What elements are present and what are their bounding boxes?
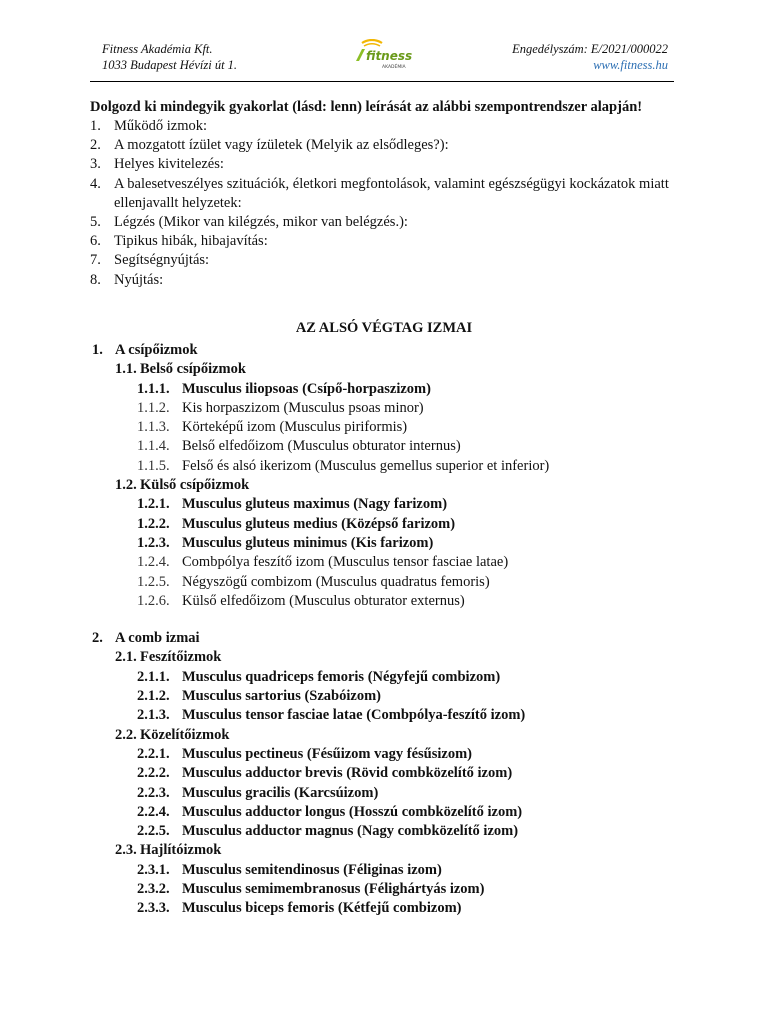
outline-item xyxy=(90,495,710,514)
criteria-number: 8. xyxy=(90,271,101,288)
outline-chapter xyxy=(90,629,710,648)
criteria-item xyxy=(90,117,690,136)
outline-section xyxy=(90,648,710,667)
outline-item xyxy=(90,418,710,437)
outline-item xyxy=(90,899,710,918)
outline-number: 2.3. xyxy=(115,842,137,859)
section-title: AZ ALSÓ VÉGTAG IZMAI xyxy=(295,320,473,336)
outline-number: 2.2. xyxy=(115,726,137,743)
outline-section xyxy=(90,841,710,860)
outline-item xyxy=(90,687,710,706)
criteria-text: A balesetveszélyes szituációk, életkori megfontolások, valamint egészségügyi kockázatok miatt ellenjavallt helyzetek: xyxy=(114,175,669,211)
outline-section xyxy=(90,726,710,745)
outline-number: 1.1.3. xyxy=(137,419,170,436)
outline-item xyxy=(90,668,710,687)
outline-item xyxy=(90,880,710,899)
outline-text: Musculus adductor brevis (Rövid combközelítő izom) xyxy=(182,765,513,782)
outline-number: 1.2.3. xyxy=(137,534,170,551)
outline-number: 2.2.5. xyxy=(137,823,170,840)
outline-number: 1.2. xyxy=(115,477,137,494)
criteria-item xyxy=(90,136,690,155)
outline-number: 1.2.4. xyxy=(137,554,170,571)
outline-number: 2.3.2. xyxy=(137,881,170,898)
outline-item xyxy=(90,553,710,572)
outline-item xyxy=(90,437,710,456)
website-link[interactable]: www.fitness.hu xyxy=(593,58,668,72)
outline-item xyxy=(90,822,710,841)
outline-text: Körteképű izom (Musculus piriformis) xyxy=(182,419,408,436)
outline-text: Kis horpaszizom (Musculus psoas minor) xyxy=(182,399,424,416)
outline-number: 1.2.6. xyxy=(137,592,170,609)
outline-item xyxy=(90,399,710,418)
criteria-text: A mozgatott ízület vagy ízületek (Melyik az elsődleges?): xyxy=(114,137,449,154)
outline-text: Közelítőizmok xyxy=(140,726,230,743)
outline-chapter xyxy=(90,341,710,360)
criteria-number: 5. xyxy=(90,214,101,231)
outline-item xyxy=(90,457,710,476)
criteria-number: 7. xyxy=(90,252,101,269)
criteria-item xyxy=(90,232,690,251)
outline-number: 2.1.1. xyxy=(137,668,170,685)
outline-text: Musculus semimembranosus (Félighártyás izom) xyxy=(182,881,485,898)
outline-number: 1.1. xyxy=(115,361,137,378)
outline-text: Külső elfedőizom (Musculus obturator externus) xyxy=(182,592,465,609)
outline-item xyxy=(90,764,710,783)
logo-subtext: AKADÉMIA xyxy=(382,65,406,70)
outline-item xyxy=(90,573,710,592)
outline-text: Musculus biceps femoris (Kétfejű combizom) xyxy=(182,900,462,917)
criteria-number: 1. xyxy=(90,118,101,134)
criteria-item xyxy=(90,155,690,174)
outline-text: A csípőizmok xyxy=(115,342,198,358)
criteria-text: Segítségnyújtás: xyxy=(114,252,210,269)
outline-section xyxy=(90,360,710,379)
criteria-number: 3. xyxy=(90,156,101,173)
outline-text: Musculus adductor magnus (Nagy combközelítő izom) xyxy=(182,823,519,840)
outline-text: Feszítőizmok xyxy=(140,649,222,666)
outline-item xyxy=(90,861,710,880)
criteria-text: Légzés (Mikor van kilégzés, mikor van belégzés.): xyxy=(114,214,408,231)
outline-number: 1.1.5. xyxy=(137,457,170,474)
outline-number: 2.1.3. xyxy=(137,707,170,724)
criteria-number: 2. xyxy=(90,137,101,154)
outline-number: 2.2.4. xyxy=(137,803,170,820)
criteria-text: Tipikus hibák, hibajavítás: xyxy=(114,233,268,250)
outline-number: 1.2.1. xyxy=(137,496,170,513)
outline-text: Musculus semitendinosus (Féliginas izom) xyxy=(182,861,442,878)
outline-item xyxy=(90,592,710,611)
criteria-text: Nyújtás: xyxy=(114,271,164,288)
outline-item xyxy=(90,803,710,822)
outline-text: Musculus quadriceps femoris (Négyfejű combizom) xyxy=(182,668,501,685)
criteria-item xyxy=(90,213,690,232)
outline-text: Musculus tensor fasciae latae (Combpólya-feszítő izom) xyxy=(182,707,526,724)
company-address: 1033 Budapest Hévízi út 1. xyxy=(102,58,238,72)
outline-text: Musculus iliopsoas (Csípő-horpaszizom) xyxy=(182,380,431,397)
outline-text: Musculus adductor longus (Hosszú combközelítő izom) xyxy=(182,803,523,820)
outline-text: Négyszögű combizom (Musculus quadratus femoris) xyxy=(182,573,490,590)
outline-item xyxy=(90,380,710,399)
section-gap xyxy=(90,611,710,629)
header-company-block xyxy=(102,41,237,73)
outline-text: Combpólya feszítő izom (Musculus tensor fasciae latae) xyxy=(182,554,509,571)
muscle-outline xyxy=(90,341,710,919)
outline-text: Musculus sartorius (Szabóizom) xyxy=(182,688,381,705)
outline-text: Belső csípőizmok xyxy=(140,361,246,378)
outline-item xyxy=(90,706,710,725)
outline-number: 1. xyxy=(92,342,103,358)
outline-number: 2.1.2. xyxy=(137,688,170,705)
criteria-list xyxy=(90,117,690,290)
outline-number: 2.1. xyxy=(115,649,137,666)
outline-text: Musculus gluteus maximus (Nagy farizom) xyxy=(182,496,448,513)
outline-text: Felső és alsó ikerizom (Musculus gemellus superior et inferior) xyxy=(182,457,550,474)
header-divider xyxy=(90,81,674,82)
fitness-logo xyxy=(352,39,416,71)
outline-item xyxy=(90,534,710,553)
outline-number: 1.1.2. xyxy=(137,399,170,416)
outline-number: 1.2.5. xyxy=(137,573,170,590)
logo-text: fitness xyxy=(366,49,413,63)
intro-text: Dolgozd ki mindegyik gyakorlat (lásd: lenn) leírását az alábbi szempontrendszer alapján! xyxy=(90,99,643,115)
outline-item xyxy=(90,745,710,764)
criteria-number: 6. xyxy=(90,233,101,250)
outline-number: 1.2.2. xyxy=(137,515,170,532)
outline-text: Musculus gluteus medius (Középső farizom) xyxy=(182,515,456,532)
outline-text: Külső csípőizmok xyxy=(140,477,250,494)
outline-number: 1.1.1. xyxy=(137,380,170,397)
header-license-block xyxy=(512,41,668,73)
outline-item xyxy=(90,515,710,534)
outline-number: 2.3.1. xyxy=(137,861,170,878)
criteria-text: Helyes kivitelezés: xyxy=(114,156,224,173)
outline-section xyxy=(90,476,710,495)
outline-number: 2.2.3. xyxy=(137,784,170,801)
criteria-item xyxy=(90,251,690,270)
criteria-number: 4. xyxy=(90,175,101,192)
outline-text: A comb izmai xyxy=(115,630,200,647)
outline-text: Musculus gracilis (Karcsúizom) xyxy=(182,784,379,801)
outline-text: Musculus pectineus (Fésűizom vagy fésűsizom) xyxy=(182,745,472,762)
outline-text: Hajlítóizmok xyxy=(140,842,222,859)
outline-text: Belső elfedőizom (Musculus obturator internus) xyxy=(182,438,461,455)
outline-number: 2.2.1. xyxy=(137,745,170,762)
outline-item xyxy=(90,784,710,803)
outline-number: 2.2.2. xyxy=(137,765,170,782)
outline-number: 1.1.4. xyxy=(137,438,170,455)
criteria-text: Működő izmok: xyxy=(114,118,208,134)
outline-number: 2. xyxy=(92,630,103,647)
outline-text: Musculus gluteus minimus (Kis farizom) xyxy=(182,534,434,551)
license-number: Engedélyszám: E/2021/000022 xyxy=(512,42,668,56)
outline-number: 2.3.3. xyxy=(137,900,170,917)
instructions xyxy=(90,98,690,290)
criteria-item xyxy=(90,271,690,290)
company-name: Fitness Akadémia Kft. xyxy=(102,42,213,56)
criteria-item xyxy=(90,175,690,213)
